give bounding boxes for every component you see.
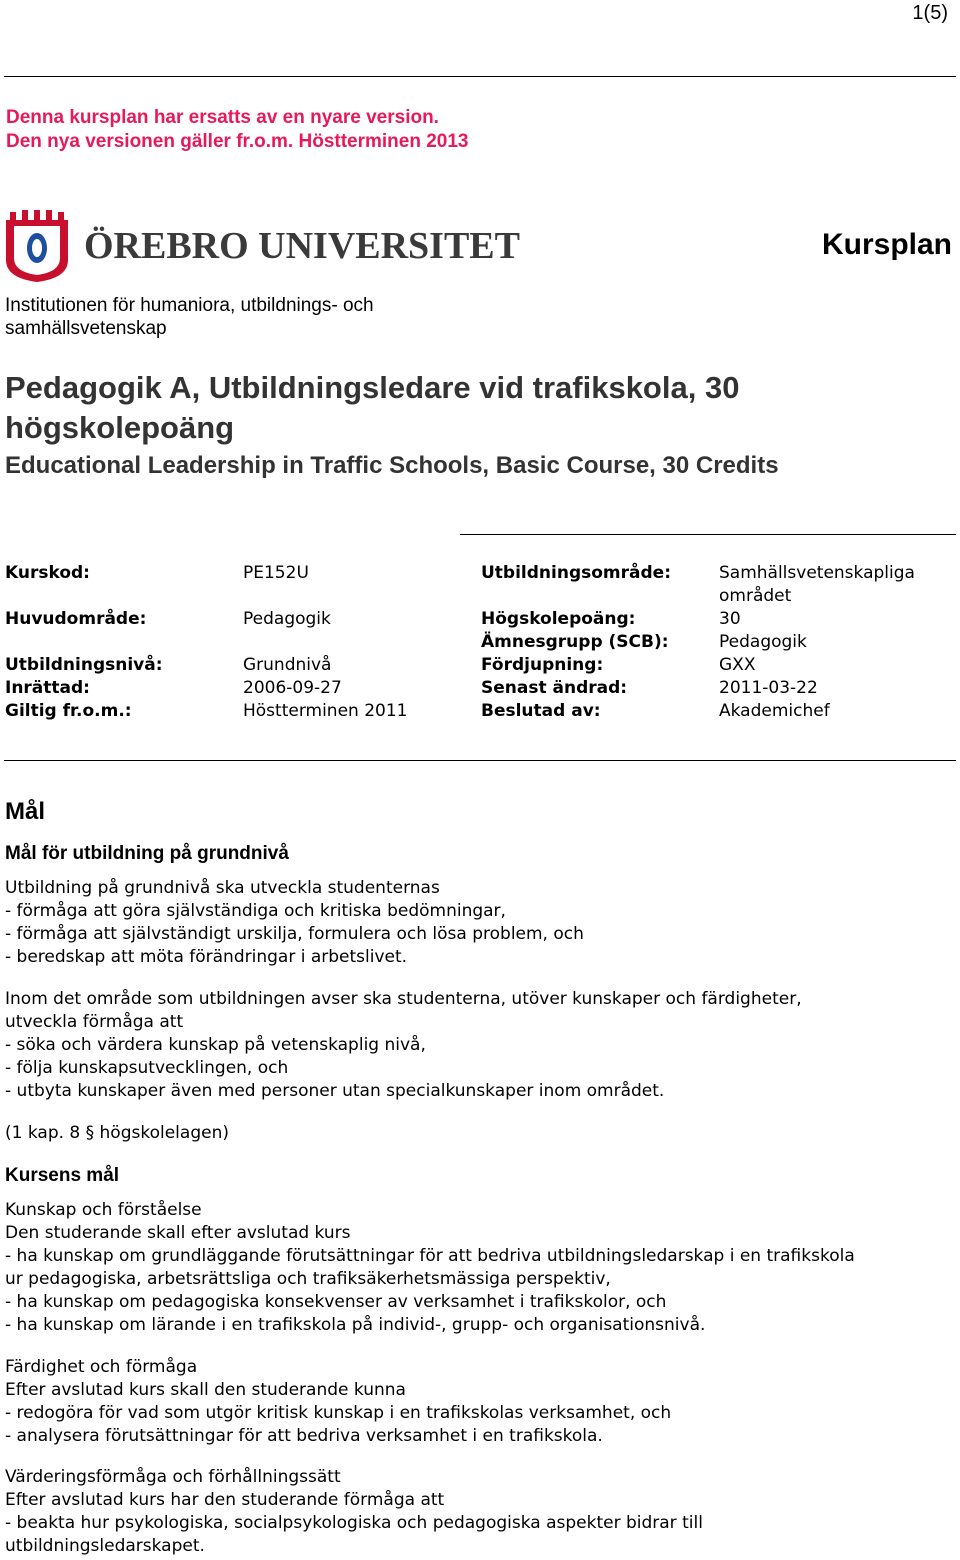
text-line: Efter avslutad kurs har den studerande förmåga att: [5, 1490, 445, 1510]
meta-value: Samhällsvetenskapliga området: [719, 563, 915, 606]
paragraph-vardering: [5, 1466, 955, 1558]
subheading-mal-grundniva: Mål för utbildning på grundnivå: [5, 843, 289, 864]
text-line: - beredskap att möta förändringar i arbetslivet.: [5, 947, 408, 967]
page-number: 1(5): [912, 2, 948, 24]
meta-label: Beslutad av:: [481, 701, 601, 721]
text-line: - utbyta kunskaper även med personer utan specialkunskaper inom området.: [5, 1081, 665, 1101]
document-type: Kursplan: [821, 228, 952, 261]
law-reference: (1 kap. 8 § högskolelagen): [5, 1123, 229, 1143]
text-line: - förmåga att göra självständiga och kritiska bedömningar,: [5, 901, 506, 921]
notice-line-2: Den nya versionen gäller fr.o.m. Höstterminen 2013: [6, 131, 469, 152]
meta-label: Utbildningsområde:: [481, 563, 671, 583]
meta-label: Utbildningsnivå:: [5, 655, 163, 675]
meta-top-rule: [460, 534, 956, 535]
institution-name: Institutionen för humaniora, utbildnings- och samhällsvetenskap: [5, 295, 374, 339]
paragraph-kunskap: [5, 1199, 955, 1337]
paragraph-omrade: [5, 988, 955, 1103]
meta-label: Ämnesgrupp (SCB):: [481, 632, 669, 652]
meta-value: 30: [719, 609, 741, 629]
paragraph-fardighet: [5, 1356, 955, 1448]
meta-value: Pedagogik: [243, 609, 331, 629]
text-line: Den studerande skall efter avslutad kurs: [5, 1223, 351, 1243]
text-line: Färdighet och förmåga: [5, 1357, 198, 1377]
meta-label: Kurskod:: [5, 563, 90, 583]
logo-wordmark: ÖREBRO UNIVERSITET: [84, 225, 520, 267]
replacement-notice: [6, 106, 469, 154]
meta-value: GXX: [719, 655, 756, 675]
meta-label: Senast ändrad:: [481, 678, 628, 698]
text-line: - redogöra för vad som utgör kritisk kunskap i en trafikskolas verksamhet, och: [5, 1403, 672, 1423]
meta-value: Akademichef: [719, 701, 830, 721]
course-title-en: Educational Leadership in Traffic Schools, Basic Course, 30 Credits: [5, 452, 779, 479]
meta-label: Fördjupning:: [481, 655, 604, 675]
subheading-kursens-mal: Kursens mål: [5, 1165, 120, 1186]
text-line: - ha kunskap om pedagogiska konsekvenser av verksamhet i trafikskolor, och: [5, 1292, 667, 1312]
meta-value: Grundnivå: [243, 655, 332, 675]
text-line: Inom det område som utbildningen avser ska studenterna, utöver kunskaper och färdigheter,: [5, 989, 802, 1009]
course-title-sv: Pedagogik A, Utbildningsledare vid trafikskola, 30 högskolepoäng: [5, 370, 740, 445]
meta-label: Huvudområde:: [5, 609, 147, 629]
text-line: Efter avslutad kurs skall den studerande kunna: [5, 1380, 406, 1400]
meta-label: Giltig fr.o.m.:: [5, 701, 132, 721]
text-line: Utbildning på grundnivå ska utveckla studenternas: [5, 878, 440, 898]
text-line: utveckla förmåga att: [5, 1012, 184, 1032]
text-line: - förmåga att självständigt urskilja, formulera och lösa problem, och: [5, 924, 584, 944]
text-line: - beakta hur psykologiska, socialpsykologiska och pedagogiska aspekter bidrar till: [5, 1513, 703, 1533]
meta-bottom-rule: [4, 760, 956, 761]
meta-value: Höstterminen 2011: [243, 701, 408, 721]
meta-label: Inrättad:: [5, 678, 90, 698]
meta-value: Pedagogik: [719, 632, 807, 652]
text-line: - ha kunskap om grundläggande förutsättningar för att bedriva utbildningsledarskap i en trafikskola: [5, 1246, 855, 1266]
top-rule: [4, 76, 956, 77]
text-line: utbildningsledarskapet.: [5, 1536, 205, 1556]
text-line: ur pedagogiska, arbetsrättsliga och trafiksäkerhetsmässiga perspektiv,: [5, 1269, 611, 1289]
notice-line-1: Denna kursplan har ersatts av en nyare version.: [6, 107, 439, 128]
text-line: - följa kunskapsutvecklingen, och: [5, 1058, 289, 1078]
text-line: Kunskap och förståelse: [5, 1200, 202, 1220]
paragraph-grundniva: [5, 877, 955, 969]
university-logo: [4, 208, 524, 284]
logo-emblem: [4, 208, 524, 284]
text-line: - ha kunskap om lärande i en trafikskola på individ-, grupp- och organisationsnivå.: [5, 1315, 706, 1335]
section-heading-mal: Mål: [5, 798, 46, 825]
text-line: - analysera förutsättningar för att bedriva verksamhet i en trafikskola.: [5, 1426, 603, 1446]
text-line: Värderingsförmåga och förhållningssätt: [5, 1467, 341, 1487]
meta-label: Högskolepoäng:: [481, 609, 636, 629]
meta-value: 2011-03-22: [719, 678, 818, 698]
meta-value: 2006-09-27: [243, 678, 342, 698]
meta-value: PE152U: [243, 563, 309, 583]
text-line: - söka och värdera kunskap på vetenskaplig nivå,: [5, 1035, 426, 1055]
